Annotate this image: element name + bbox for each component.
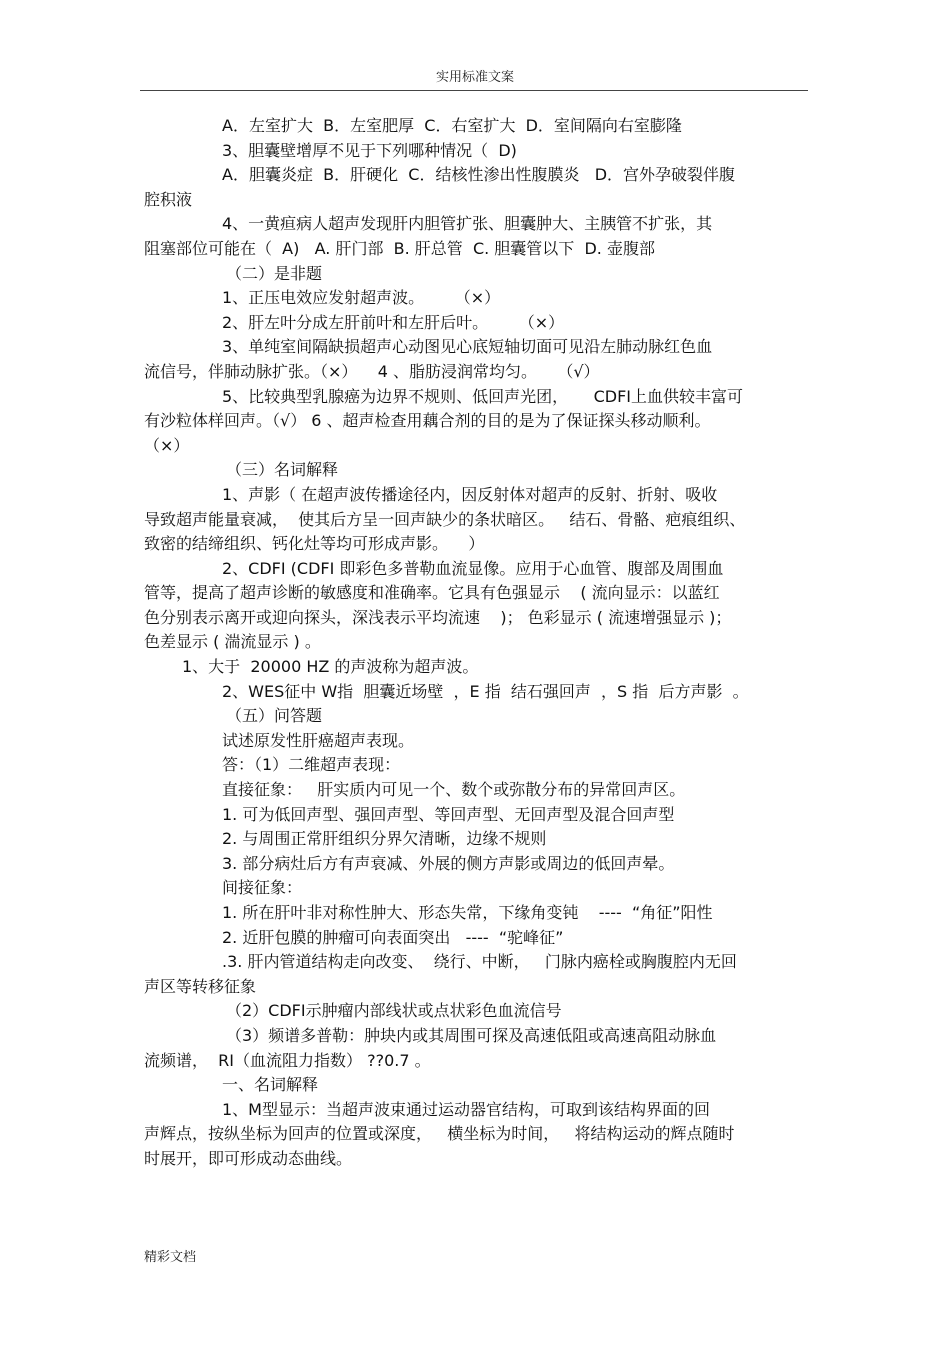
text-line: 一、名词解释 — [222, 1075, 319, 1095]
page-header: 实用标准文案 — [435, 70, 514, 85]
text-line: A．左室扩大 B．左室肥厚 C．右室扩大 D．室间隔向右室膨隆 — [222, 116, 682, 135]
text-line: 1、大于 20000 HZ 的声波称为超声波。 — [182, 657, 479, 677]
text-line: 声辉点，按纵坐标为回声的位置或深度， 横坐标为时间， 将结构运动的辉点随时 — [144, 1124, 735, 1144]
text-line: .3. 肝内管道结构走向改变、 绕行、中断， 门脉内癌栓或胸腹腔内无回 — [222, 952, 737, 972]
text-line: 3、单纯室间隔缺损超声心动图见心底短轴切面可见沿左肺动脉红色血 — [222, 337, 713, 357]
text-line: 时展开，即可形成动态曲线。 — [144, 1148, 353, 1168]
text-line: 管等，提高了超声诊断的敏感度和准确率。它具有色强显示 ( 流向显示：以蓝红 — [144, 583, 720, 603]
text-line: 2、肝左叶分成左肝前叶和左肝后叶。 （×） — [222, 312, 565, 332]
text-line: 1、声影（ 在超声波传播途径内，因反射体对超声的反射、折射、吸收 — [222, 484, 718, 504]
text-line: 5、比较典型乳腺癌为边界不规则、低回声光团， CDFI上血供较丰富可 — [222, 386, 744, 406]
text-line: 间接征象： — [222, 878, 303, 898]
text-line: 色差显示 ( 湍流显示 ) 。 — [144, 632, 321, 652]
text-line: （三）名词解释 — [226, 460, 339, 480]
text-line: 致密的结缔组织、钙化灶等均可形成声影。 ） — [144, 534, 485, 554]
text-line: 有沙粒体样回声。（√） 6 、超声检查用藕合剂的目的是为了保证探头移动顺利。 — [144, 411, 711, 431]
text-line: 2、CDFI (CDFI 即彩色多普勒血流显像。应用于心血管、腹部及周围血 — [222, 558, 724, 578]
text-line: 流频谱， RI（血流阻力指数） ??0.7 。 — [144, 1050, 431, 1070]
text-line: 声区等转移征象 — [144, 976, 257, 996]
text-line: （3）频谱多普勒：肿块内或其周围可探及高速低阻或高速高阻动脉血 — [226, 1025, 717, 1045]
text-line: 流信号，伴肺动脉扩张。（×） 4 、脂肪浸润常均匀。 （√） — [144, 361, 600, 381]
text-line: （二）是非题 — [226, 263, 323, 283]
text-line: （五）问答题 — [226, 706, 323, 726]
document-body — [144, 114, 808, 1172]
text-line: （×） — [144, 435, 190, 455]
text-line: 2、WES征中 W指 胆囊近场壁 ，E 指 结石强回声 ，S 指 后方声影 。 — [222, 681, 749, 701]
text-line: 腔积液 — [144, 189, 193, 209]
header-divider — [140, 90, 808, 91]
text-line: 导致超声能量衰减， 使其后方呈一回声缺少的条状暗区。 结石、骨骼、疤痕组织、 — [144, 509, 746, 529]
page-footer: 精彩文档 — [144, 1250, 197, 1265]
text-line: 阻塞部位可能在（ A) A. 肝门部 B. 肝总管 C. 胆囊管以下 D. 壶腹部 — [144, 238, 655, 258]
text-line: 1. 所在肝叶非对称性肿大、形态失常，下缘角变钝 ---- “角征”阳性 — [222, 903, 713, 922]
text-line: 试述原发性肝癌超声表现。 — [222, 730, 415, 750]
text-line: 直接征象： 肝实质内可见一个、数个或弥散分布的异常回声区。 — [222, 780, 686, 800]
text-line: 2. 与周围正常肝组织分界欠清晰，边缘不规则 — [222, 829, 547, 849]
text-line: 3、胆囊壁增厚不见于下列哪种情况（ D) — [222, 140, 517, 160]
text-line: 1、M型显示：当超声波束通过运动器官结构，可取到该结构界面的回 — [222, 1099, 710, 1119]
text-line: A．胆囊炎症 B．肝硬化 C．结核性渗出性腹膜炎 D．宫外孕破裂伴腹 — [222, 165, 736, 185]
text-line: 色分别表示离开或迎向探头，深浅表示平均流速 )； 色彩显示 ( 流速增强显示 )； — [144, 607, 732, 627]
text-line: 4、一黄疸病人超声发现肝内胆管扩张、胆囊肿大、主胰管不扩张，其 — [222, 214, 713, 234]
text-line: 答：（1）二维超声表现： — [222, 755, 401, 775]
text-line: 2. 近肝包膜的肿瘤可向表面突出 ---- “驼峰征” — [222, 927, 564, 947]
text-line: （2）CDFI示肿瘤内部线状或点状彩色血流信号 — [226, 1001, 562, 1021]
text-line: 1、正压电效应发射超声波。 （×） — [222, 288, 501, 308]
text-line: 3. 部分病灶后方有声衰减、外展的侧方声影或周边的低回声晕。 — [222, 853, 675, 873]
text-line: 1. 可为低回声型、强回声型、等回声型、无回声型及混合回声型 — [222, 804, 675, 824]
